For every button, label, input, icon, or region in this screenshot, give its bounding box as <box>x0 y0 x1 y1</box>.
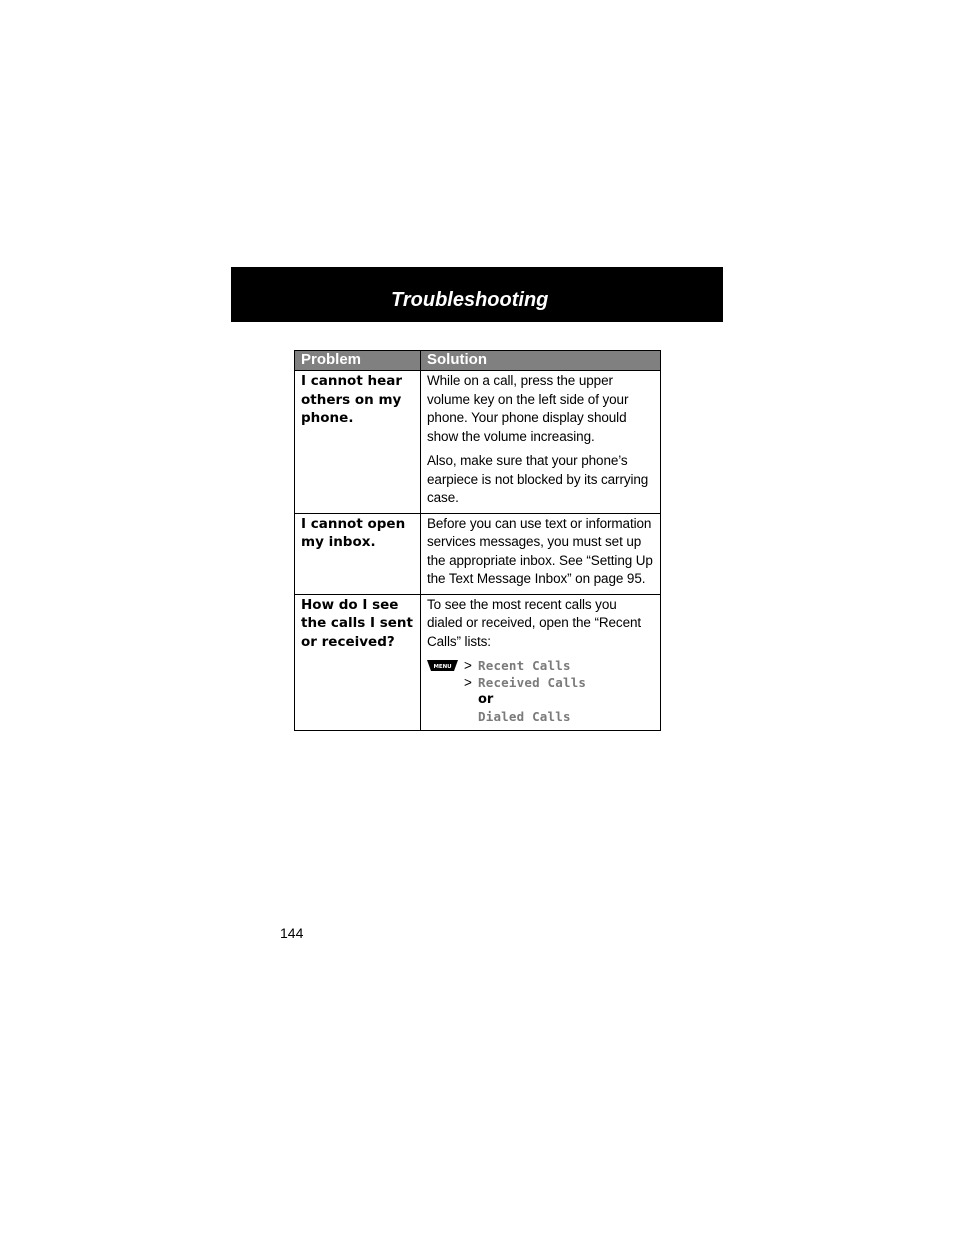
problem-cell: I cannot hear others on my phone. <box>295 371 421 514</box>
table-row <box>295 513 661 594</box>
menu-path-line-4 <box>427 708 654 725</box>
table-row <box>295 371 661 514</box>
menu-path-line-1 <box>427 657 654 674</box>
solution-text: Also, make sure that your phone’s earpiece is not blocked by its carrying case. <box>427 453 649 505</box>
menu-path <box>427 657 654 725</box>
menu-item-received-calls: Received Calls <box>478 675 587 690</box>
section-header <box>231 267 723 322</box>
header-problem: Problem <box>295 351 421 371</box>
problem-cell: I cannot open my inbox. <box>295 513 421 594</box>
troubleshooting-table <box>294 350 661 731</box>
path-separator: > <box>464 658 472 673</box>
menu-path-line-3 <box>427 691 654 708</box>
menu-item-dialed-calls: Dialed Calls <box>478 709 571 724</box>
or-word: or <box>478 692 494 707</box>
solution-cell <box>421 594 661 731</box>
table-header-row <box>295 351 661 371</box>
solution-text: While on a call, press the upper volume key on the left side of your phone. Your phone display should show the volume increasing. <box>427 373 629 444</box>
solution-cell <box>421 371 661 514</box>
path-separator: > <box>464 675 472 690</box>
solution-text: To see the most recent calls you dialed or received, open the “Recent Calls” lists: <box>427 596 642 649</box>
menu-item-recent-calls: Recent Calls <box>478 658 571 673</box>
section-title: Troubleshooting <box>391 289 549 311</box>
solution-cell <box>421 513 661 594</box>
header-solution: Solution <box>421 351 661 371</box>
menu-key-label: MENU <box>433 664 452 670</box>
problem-cell: How do I see the calls I sent or received? <box>295 594 421 731</box>
menu-path-line-2 <box>427 674 654 691</box>
table-row <box>295 594 661 731</box>
page-number: 144 <box>280 925 304 941</box>
solution-text: Before you can use text or information services messages, you must set up the appropriate inbox. See “Setting Up the Text Message Inbox” on page 95. <box>427 515 653 586</box>
menu-key-icon <box>427 660 458 671</box>
